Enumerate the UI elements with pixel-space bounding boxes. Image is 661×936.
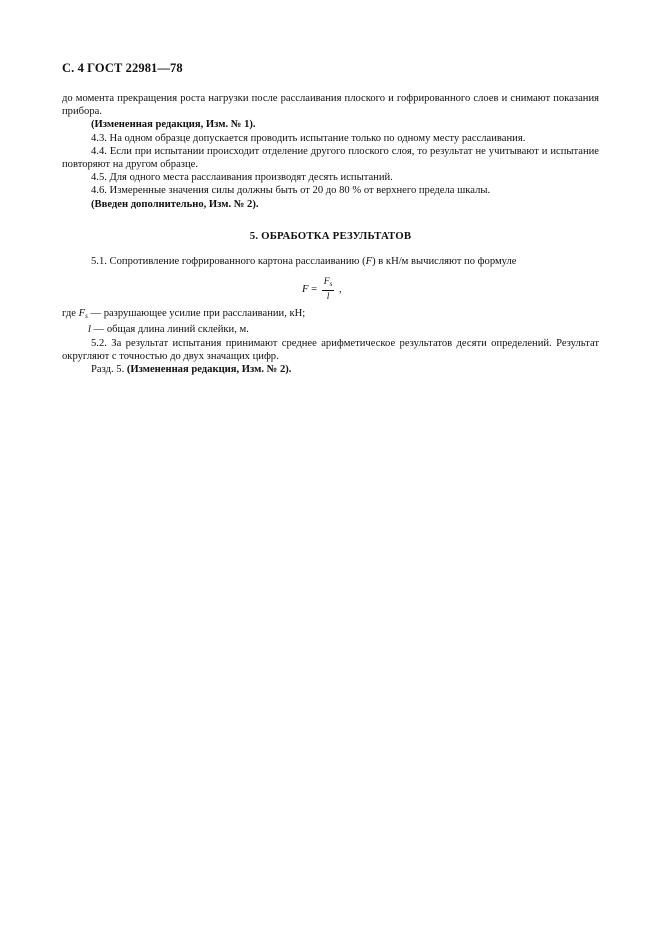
paragraph-5-2: 5.2. За результат испытания принимают среднее арифметическое результатов десяти определений. Результат округляют с точностью до двух значащих цифр. bbox=[62, 337, 599, 362]
section-5-amendment-plain: Разд. 5. bbox=[91, 364, 127, 376]
paragraph-5-1-variable: F bbox=[365, 256, 373, 268]
paragraph-5-1-text-a: 5.1. Сопротивление гофрированного картона расслаиванию ( bbox=[91, 256, 366, 268]
where-line-1 bbox=[62, 307, 599, 323]
paragraph-4-6: 4.6. Измеренные значения силы должны быть от 20 до 80 % от верхнего предела шкалы. bbox=[91, 185, 491, 197]
where-var-1-sub: s bbox=[85, 312, 88, 321]
formula-equals: = bbox=[308, 284, 320, 296]
where-text-2: — общая длина линий склейки, м. bbox=[90, 324, 249, 336]
document-body bbox=[62, 92, 599, 376]
formula bbox=[302, 277, 342, 302]
paragraph-continuation: до момента прекращения роста нагрузки после расслаивания плоского и гофрированного слоев и снимают показания прибора. bbox=[62, 93, 599, 118]
where-line-2 bbox=[62, 323, 599, 336]
formula-numerator-sub: s bbox=[329, 280, 333, 289]
paragraph-4-3: 4.3. На одном образце допускается проводить испытание только по одному месту расслаивания. bbox=[91, 132, 526, 144]
formula-numerator bbox=[322, 277, 335, 291]
amendment-note-2: (Введен дополнительно, Изм. № 2). bbox=[91, 198, 259, 210]
formula-comma: , bbox=[336, 284, 342, 296]
section-title: 5. ОБРАБОТКА РЕЗУЛЬТАТОВ bbox=[249, 229, 412, 242]
formula-fraction bbox=[322, 277, 335, 302]
formula-denominator: l bbox=[326, 292, 330, 303]
paragraph-4-5: 4.5. Для одного места расслаивания производят десять испытаний. bbox=[91, 172, 393, 184]
paragraph-5-1 bbox=[62, 255, 599, 268]
where-var-2: l bbox=[88, 324, 91, 336]
paragraph-5-1-text-b: ) в кН/м вычисляют по формуле bbox=[372, 256, 517, 268]
formula-numerator-var: F bbox=[323, 277, 330, 288]
page-header: С. 4 ГОСТ 22981—78 bbox=[62, 61, 183, 75]
paragraph-4-4: 4.4. Если при испытании происходит отделение другого плоского слоя, то результат не учитывают и испытание повторяют на другом образце. bbox=[62, 145, 599, 171]
section-5-amendment bbox=[62, 363, 599, 376]
formula-lhs: F bbox=[302, 284, 309, 296]
where-text-1: — разрушающее усилие при расслаивании, кН; bbox=[87, 308, 306, 320]
where-var-1: F bbox=[78, 308, 86, 320]
where-lead: где bbox=[62, 308, 76, 320]
section-5-amendment-bold: (Измененная редакция, Изм. № 2). bbox=[126, 364, 292, 376]
formula-block bbox=[62, 271, 599, 307]
amendment-note-1: (Измененная редакция, Изм. № 1). bbox=[91, 119, 256, 131]
